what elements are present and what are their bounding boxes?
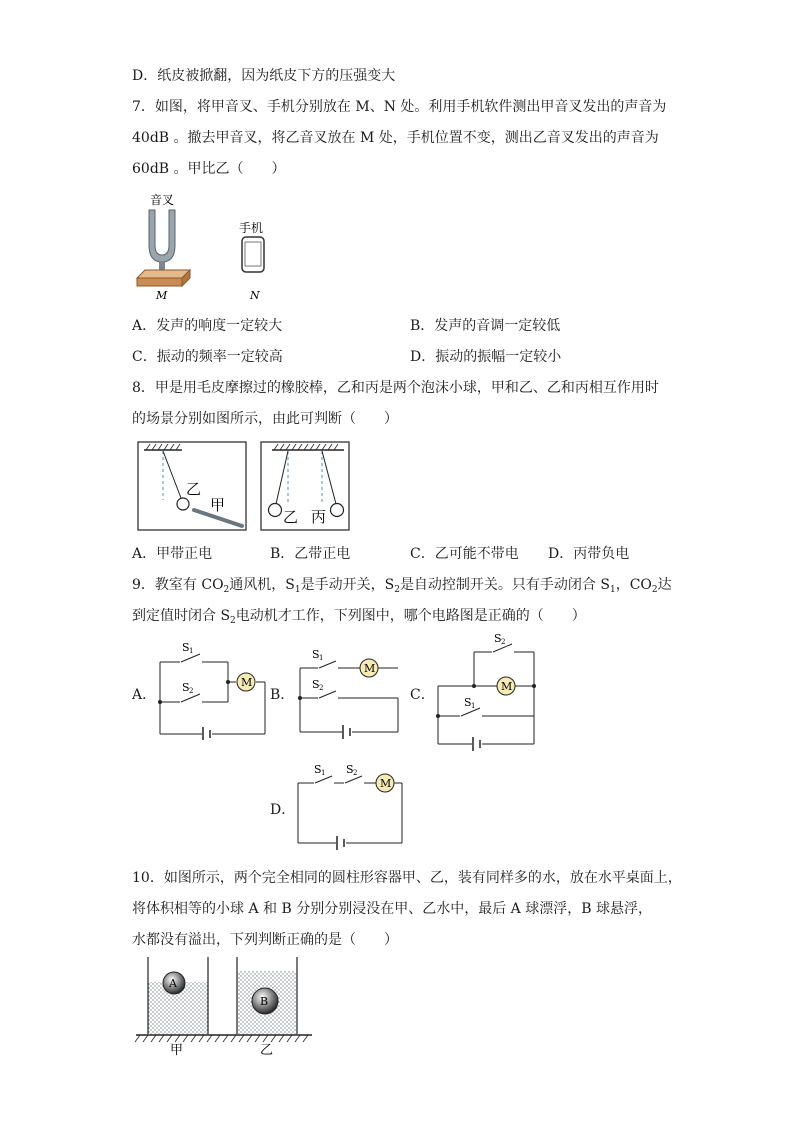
svg-text:2: 2 bbox=[319, 684, 324, 692]
label-yi: 乙 bbox=[260, 1043, 274, 1058]
label-bing: 丙 bbox=[311, 508, 327, 526]
svg-text:1: 1 bbox=[471, 702, 476, 710]
m-label: M bbox=[156, 289, 168, 302]
svg-text:M: M bbox=[364, 662, 376, 675]
q9-label-c: C． bbox=[410, 687, 435, 703]
q7-stem-line3: 60dB 。甲比乙（ ） bbox=[132, 161, 286, 177]
svg-text:1: 1 bbox=[189, 647, 194, 655]
svg-text:S: S bbox=[494, 632, 502, 645]
svg-text:M: M bbox=[501, 680, 513, 693]
base-front bbox=[137, 278, 182, 286]
svg-text:S: S bbox=[464, 696, 472, 709]
q8-option-b: B．乙带正电 bbox=[270, 546, 351, 562]
q8-option-d: D．丙带负电 bbox=[548, 546, 630, 562]
tuning-fork-icon bbox=[149, 210, 175, 262]
ball-bing bbox=[331, 504, 344, 517]
base-top bbox=[137, 270, 190, 278]
q10-stem-line2: 将体积相等的小球 A 和 B 分别分别浸没在甲、乙水中，最后 A 球漂浮，B 球悬浮， bbox=[132, 901, 652, 917]
ball-yi bbox=[177, 498, 189, 510]
q9-label-a: A． bbox=[132, 687, 157, 703]
q7-stem-line2: 40dB 。撤去甲音叉，将乙音叉放在 M 处，手机位置不变，测出乙音叉发出的声音为 bbox=[132, 130, 659, 146]
q9-stem-line2: 到定值时闭合 $S_2$电动机才工作，下列图中，哪个电路图是正确的（ ） bbox=[132, 608, 586, 626]
q7-option-c: C．振动的频率一定较高 bbox=[132, 349, 283, 365]
q6-option-d: D．纸皮被掀翻，因为纸皮下方的压强变大 bbox=[132, 68, 396, 84]
circuit-d bbox=[290, 763, 410, 851]
label-jia: 甲 bbox=[170, 1043, 184, 1058]
fork-label: 音叉 bbox=[150, 193, 175, 207]
svg-text:2: 2 bbox=[353, 769, 358, 777]
label-yi-2: 乙 bbox=[283, 508, 299, 526]
svg-text:S: S bbox=[312, 678, 320, 691]
q7-stem-line1: 7．如图，将甲音叉、手机分别放在 M、N 处。利用手机软件测出甲音叉发出的声音为 bbox=[132, 99, 667, 115]
circuit-c bbox=[430, 630, 545, 752]
svg-text:2: 2 bbox=[501, 638, 506, 646]
svg-text:S: S bbox=[182, 641, 190, 654]
q7-figure bbox=[132, 190, 282, 305]
q8-option-c: C．乙可能不带电 bbox=[410, 546, 519, 562]
svg-text:2: 2 bbox=[189, 687, 194, 695]
svg-text:S: S bbox=[312, 648, 320, 661]
svg-text:B: B bbox=[260, 995, 269, 1008]
q10-figure bbox=[132, 955, 322, 1060]
label-jia: 甲 bbox=[210, 496, 226, 514]
svg-text:S: S bbox=[182, 681, 190, 694]
q8-stem-line2: 的场景分别如图所示，由此可判断（ ） bbox=[132, 411, 398, 427]
phone-label: 手机 bbox=[239, 221, 264, 235]
svg-text:1: 1 bbox=[321, 769, 326, 777]
svg-text:S: S bbox=[346, 763, 354, 776]
svg-text:S: S bbox=[314, 763, 322, 776]
ball-yi-2 bbox=[269, 504, 282, 517]
circuit-a bbox=[150, 638, 270, 740]
n-label: N bbox=[250, 289, 260, 302]
svg-text:A: A bbox=[169, 977, 177, 990]
q10-stem-line3: 水都没有溢出，下列判断正确的是（ ） bbox=[132, 932, 398, 948]
q7-option-b: B．发声的音调一定较低 bbox=[410, 318, 561, 334]
q9-label-d: D． bbox=[270, 802, 296, 818]
q7-option-a: A．发声的响度一定较大 bbox=[132, 318, 283, 334]
q8-stem-line1: 8．甲是用毛皮摩擦过的橡胶棒，乙和丙是两个泡沫小球，甲和乙、乙和丙相互作用时 bbox=[132, 380, 659, 396]
svg-text:M: M bbox=[380, 777, 392, 790]
q8-option-a: A．甲带正电 bbox=[132, 546, 213, 562]
q10-stem-line1: 10．如图所示，两个完全相同的圆柱形容器甲、乙，装有同样多的水，放在水平桌面上， bbox=[132, 870, 682, 886]
circuit-b bbox=[290, 648, 405, 740]
q8-figure bbox=[136, 440, 351, 535]
svg-text:M: M bbox=[241, 676, 253, 689]
q7-option-d: D．振动的振幅一定较小 bbox=[410, 349, 562, 365]
svg-text:1: 1 bbox=[319, 654, 324, 662]
q9-stem-line1: 9．教室有 $CO_2$通风机，$S_1$是手动开关，$S_2$是自动控制开关。只有手动闭合 $S_1$，$CO_2$达 bbox=[132, 577, 672, 595]
label-yi: 乙 bbox=[186, 480, 202, 498]
q9-label-b: B． bbox=[270, 687, 295, 703]
